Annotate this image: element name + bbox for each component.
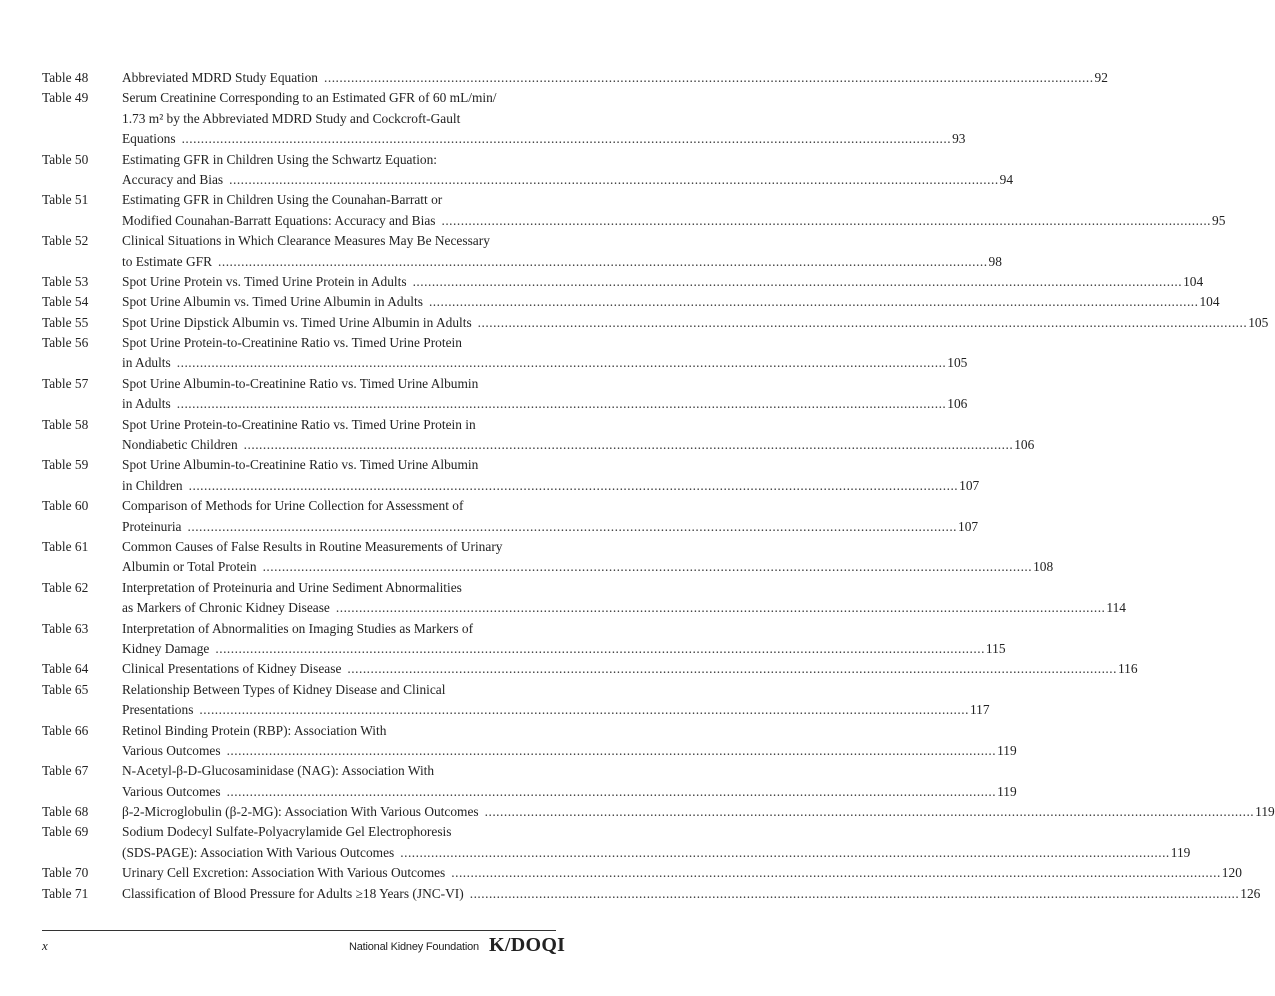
toc-page-number: 106 <box>1014 437 1035 453</box>
toc-entry-title <box>122 578 1126 619</box>
toc-title-text: Nondiabetic Children <box>122 437 238 453</box>
toc-entry-label: Table 54 <box>42 294 89 310</box>
toc-title-line <box>122 170 1014 190</box>
toc-title-line <box>122 741 1017 761</box>
toc-title-line <box>122 435 1035 455</box>
toc-entry-title <box>122 231 1002 272</box>
toc-page-number: 95 <box>1212 212 1226 228</box>
dot-leader: ........................................................................................................................................................................................................ <box>451 865 1221 881</box>
dot-leader: ........................................................................................................................................................................................................ <box>199 702 969 718</box>
toc-entry <box>0 496 979 537</box>
dot-leader: ........................................................................................................................................................................................................ <box>226 783 997 799</box>
toc-title-line <box>122 659 1138 679</box>
toc-entry <box>0 884 1261 904</box>
toc-title-text: Spot Urine Protein vs. Timed Urine Protein in Adults <box>122 273 407 289</box>
toc-title-text: Albumin or Total Protein <box>122 559 257 575</box>
toc-title-text: to Estimate GFR <box>122 253 213 269</box>
toc-title-line <box>122 700 990 720</box>
toc-title-line <box>122 129 966 149</box>
toc-entry <box>0 680 990 721</box>
toc-title-line: Estimating GFR in Children Using the Counahan-Barratt or <box>122 192 443 208</box>
toc-entry <box>0 374 968 415</box>
toc-title-line <box>122 843 1191 863</box>
toc-title-line <box>122 802 1275 822</box>
toc-page-number: 105 <box>947 355 968 371</box>
dot-leader: ........................................................................................................................................................................................................ <box>226 742 997 758</box>
toc-title-line <box>122 68 1108 88</box>
toc-title-line <box>122 476 980 496</box>
toc-entry-label: Table 70 <box>42 865 89 881</box>
dot-leader: ........................................................................................................................................................................................................ <box>400 844 1170 860</box>
dot-leader: ........................................................................................................................................................................................................ <box>335 600 1106 616</box>
toc-entry <box>0 822 1191 863</box>
toc-entry-title <box>122 150 1014 191</box>
toc-title-line: Estimating GFR in Children Using the Schwartz Equation: <box>122 151 438 167</box>
toc-entry-label: Table 50 <box>42 151 89 167</box>
toc-title-line <box>122 272 1204 292</box>
toc-entry-title <box>122 496 979 537</box>
toc-title-line <box>122 211 1226 231</box>
toc-title-text: in Children <box>122 477 183 493</box>
toc-title-text: Presentations <box>122 702 194 718</box>
footer-brand-logo: K/DOQI <box>489 934 566 956</box>
toc-title-line: Relationship Between Types of Kidney Disease and Clinical <box>122 681 446 697</box>
toc-entry <box>0 761 1017 802</box>
toc-title-line: Interpretation of Abnormalities on Imaging Studies as Markers of <box>122 620 474 636</box>
toc-page-number: 93 <box>952 131 966 147</box>
toc-entry-title <box>122 537 1054 578</box>
toc-entry <box>0 721 1017 762</box>
dot-leader: ........................................................................................................................................................................................................ <box>176 396 947 412</box>
toc-title-text: in Adults <box>122 355 171 371</box>
dot-leader: ........................................................................................................................................................................................................ <box>218 253 988 269</box>
table-of-contents <box>0 68 1275 904</box>
toc-entry <box>0 578 1126 619</box>
toc-page-number: 117 <box>969 702 990 718</box>
dot-leader: ........................................................................................................................................................................................................ <box>428 294 1199 310</box>
toc-entry <box>0 190 1226 231</box>
toc-page-number: 114 <box>1106 600 1126 616</box>
toc-entry-title <box>122 333 968 374</box>
toc-entry-label: Table 61 <box>42 538 89 554</box>
toc-entry-title <box>122 88 966 149</box>
toc-title-text: Modified Counahan-Barratt Equations: Accuracy and Bias <box>122 212 436 228</box>
toc-title-text: Proteinuria <box>122 518 182 534</box>
toc-title-line: Spot Urine Albumin-to-Creatinine Ratio vs. Timed Urine Albumin <box>122 457 479 473</box>
dot-leader: ........................................................................................................................................................................................................ <box>441 212 1212 228</box>
toc-entry-label: Table 62 <box>42 579 89 595</box>
dot-leader: ........................................................................................................................................................................................................ <box>469 885 1240 901</box>
dot-leader: ........................................................................................................................................................................................................ <box>188 477 959 493</box>
toc-title-line <box>122 863 1242 883</box>
footer-organization: National Kidney Foundation <box>349 941 479 953</box>
toc-entry-title <box>122 455 980 496</box>
toc-entry <box>0 415 1035 456</box>
toc-title-line <box>122 252 1002 272</box>
toc-entry <box>0 292 1220 312</box>
toc-entry-label: Table 64 <box>42 661 89 677</box>
toc-page-number: 115 <box>985 640 1006 656</box>
dot-leader: ........................................................................................................................................................................................................ <box>347 661 1117 677</box>
toc-title-line: Serum Creatinine Corresponding to an Estimated GFR of 60 mL/min/ <box>122 90 497 106</box>
toc-page-number: 106 <box>947 396 968 412</box>
toc-page-number: 107 <box>959 477 980 493</box>
toc-page-number: 126 <box>1240 885 1261 901</box>
toc-entry-label: Table 55 <box>42 314 89 330</box>
toc-page-number: 119 <box>997 742 1017 758</box>
toc-page-number: 105 <box>1248 314 1269 330</box>
toc-entry <box>0 88 966 149</box>
toc-entry <box>0 455 980 496</box>
toc-title-line <box>122 313 1269 333</box>
toc-entry-label: Table 53 <box>42 273 89 289</box>
dot-leader: ........................................................................................................................................................................................................ <box>262 559 1033 575</box>
footer-rule <box>42 930 556 931</box>
toc-entry-title <box>122 659 1138 679</box>
toc-entry-title <box>122 761 1017 802</box>
toc-title-text: Abbreviated MDRD Study Equation <box>122 70 319 85</box>
toc-title-text: Clinical Presentations of Kidney Disease <box>122 661 342 677</box>
toc-title-text: Various Outcomes <box>122 783 221 799</box>
toc-entry-title <box>122 272 1204 292</box>
toc-entry <box>0 313 1269 333</box>
toc-entry-label: Table 51 <box>42 192 89 208</box>
toc-entry-label: Table 69 <box>42 824 89 840</box>
toc-title-line: Spot Urine Protein-to-Creatinine Ratio vs. Timed Urine Protein <box>122 335 462 351</box>
toc-title-line: Spot Urine Protein-to-Creatinine Ratio vs. Timed Urine Protein in <box>122 416 476 432</box>
footer-page-number: x <box>42 938 48 953</box>
toc-title-line: Common Causes of False Results in Routine Measurements of Urinary <box>122 538 503 554</box>
toc-entry-title <box>122 292 1220 312</box>
toc-entry-title <box>122 68 1108 88</box>
toc-entry-title <box>122 863 1242 883</box>
toc-page-number: 94 <box>999 171 1014 187</box>
toc-title-text: in Adults <box>122 396 171 412</box>
toc-entry-label: Table 57 <box>42 375 89 391</box>
toc-page-number: 119 <box>997 783 1017 799</box>
toc-title-line <box>122 353 968 373</box>
toc-entry-title <box>122 884 1261 904</box>
toc-title-line <box>122 782 1017 802</box>
dot-leader: ........................................................................................................................................................................................................ <box>243 437 1014 453</box>
toc-page-number: 120 <box>1221 865 1242 881</box>
toc-title-line: Sodium Dodecyl Sulfate-Polyacrylamide Gel Electrophoresis <box>122 824 452 840</box>
toc-entry-title <box>122 415 1035 456</box>
toc-title-line: Spot Urine Albumin-to-Creatinine Ratio vs. Timed Urine Albumin <box>122 375 479 391</box>
toc-entry-title <box>122 822 1191 863</box>
toc-entry-label: Table 63 <box>42 620 89 636</box>
toc-entry-label: Table 56 <box>42 335 89 351</box>
toc-entry-label: Table 71 <box>42 885 89 901</box>
toc-entry <box>0 272 1204 292</box>
toc-entry-label: Table 59 <box>42 457 89 473</box>
toc-entry <box>0 659 1138 679</box>
toc-entry-label: Table 60 <box>42 498 89 514</box>
toc-title-line <box>122 394 968 414</box>
toc-title-line: Interpretation of Proteinuria and Urine Sediment Abnormalities <box>122 579 462 595</box>
toc-title-text: Spot Urine Albumin vs. Timed Urine Albumin in Adults <box>122 294 423 310</box>
toc-page-number: 107 <box>958 518 979 534</box>
toc-entry-label: Table 66 <box>42 722 89 738</box>
toc-page-number: 92 <box>1094 70 1108 85</box>
dot-leader: ........................................................................................................................................................................................................ <box>215 640 985 656</box>
toc-title-line: Comparison of Methods for Urine Collection for Assessment of <box>122 498 464 514</box>
toc-page-number: 98 <box>988 253 1002 269</box>
dot-leader: ........................................................................................................................................................................................................ <box>176 355 947 371</box>
toc-title-text: as Markers of Chronic Kidney Disease <box>122 600 330 616</box>
toc-entry-title <box>122 721 1017 762</box>
dot-leader: ........................................................................................................................................................................................................ <box>477 314 1248 330</box>
toc-title-line <box>122 557 1054 577</box>
toc-entry-label: Table 58 <box>42 416 89 432</box>
toc-title-line: Retinol Binding Protein (RBP): Association With <box>122 722 387 738</box>
toc-page-number: 116 <box>1117 661 1138 677</box>
toc-title-text: β-2-Microglobulin (β-2-MG): Association With Various Outcomes <box>122 804 479 820</box>
toc-title-line <box>122 884 1261 904</box>
toc-entry-label: Table 52 <box>42 233 89 249</box>
dot-leader: ........................................................................................................................................................................................................ <box>187 518 958 534</box>
toc-title-line <box>122 639 1006 659</box>
toc-page-number: 108 <box>1033 559 1054 575</box>
toc-entry <box>0 68 1108 88</box>
toc-title-line: N-Acetyl-β-D-Glucosaminidase (NAG): Association With <box>122 763 435 779</box>
toc-title-line <box>122 292 1220 312</box>
toc-page-number: 104 <box>1199 294 1220 310</box>
toc-title-line <box>122 517 979 537</box>
toc-entry-title <box>122 619 1006 660</box>
toc-entry <box>0 537 1054 578</box>
toc-page-number: 104 <box>1183 273 1204 289</box>
toc-title-text: Urinary Cell Excretion: Association With Various Outcomes <box>122 865 446 881</box>
toc-page-number: 119 <box>1170 844 1191 860</box>
toc-entry <box>0 619 1006 660</box>
toc-title-text: Classification of Blood Pressure for Adults ≥18 Years (JNC-VI) <box>122 885 464 901</box>
toc-entry-title <box>122 374 968 415</box>
toc-title-text: Spot Urine Dipstick Albumin vs. Timed Urine Albumin in Adults <box>122 314 472 330</box>
toc-title-text: Kidney Damage <box>122 640 210 656</box>
toc-entry <box>0 333 968 374</box>
toc-entry <box>0 231 1002 272</box>
toc-title-text: Various Outcomes <box>122 742 221 758</box>
dot-leader: ........................................................................................................................................................................................................ <box>324 70 1094 85</box>
toc-title-text: Accuracy and Bias <box>122 171 224 187</box>
dot-leader: ........................................................................................................................................................................................................ <box>181 131 952 147</box>
toc-title-line: 1.73 m² by the Abbreviated MDRD Study and Cockcroft-Gault <box>122 110 461 126</box>
toc-entry-label: Table 68 <box>42 804 89 820</box>
toc-title-text: (SDS-PAGE): Association With Various Outcomes <box>122 844 395 860</box>
toc-entry-label: Table 49 <box>42 90 89 106</box>
toc-title-line: Clinical Situations in Which Clearance Measures May Be Necessary <box>122 233 490 249</box>
toc-entry-label: Table 48 <box>42 70 89 85</box>
toc-entry-title <box>122 802 1275 822</box>
toc-entry <box>0 863 1242 883</box>
dot-leader: ........................................................................................................................................................................................................ <box>229 171 999 187</box>
toc-entry-label: Table 67 <box>42 763 89 779</box>
toc-entry-title <box>122 680 990 721</box>
toc-title-line <box>122 598 1126 618</box>
toc-entry-title <box>122 313 1269 333</box>
toc-title-text: Equations <box>122 131 176 147</box>
toc-entry-title <box>122 190 1226 231</box>
dot-leader: ........................................................................................................................................................................................................ <box>484 804 1255 820</box>
dot-leader: ........................................................................................................................................................................................................ <box>412 273 1183 289</box>
toc-page-number: 119 <box>1255 804 1275 820</box>
toc-entry <box>0 150 1014 191</box>
toc-entry-label: Table 65 <box>42 681 89 697</box>
toc-entry <box>0 802 1275 822</box>
